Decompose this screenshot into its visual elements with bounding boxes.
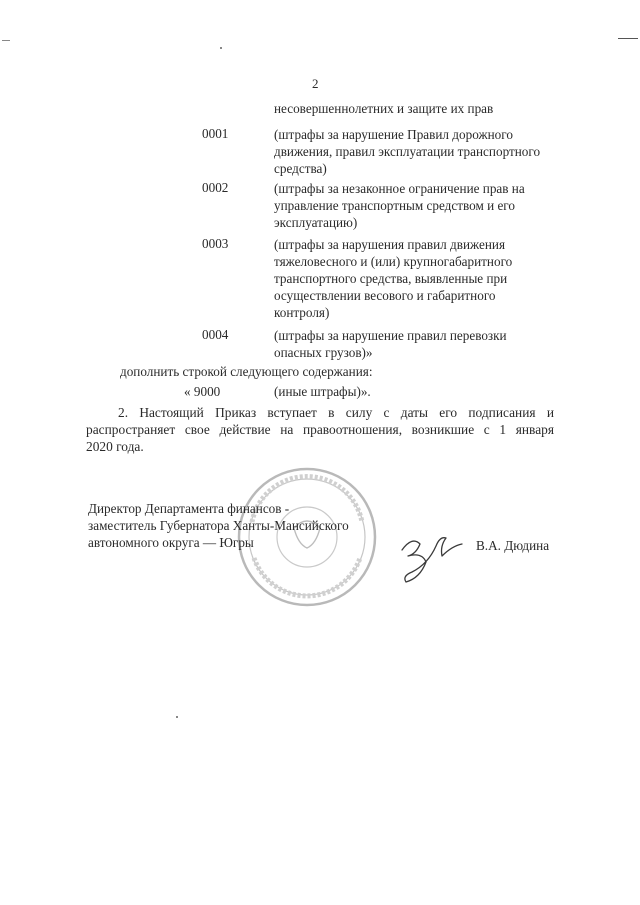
description-line: контроля) <box>274 305 330 320</box>
description-line: (штрафы за нарушение правил перевозки <box>274 328 507 343</box>
code-0003: 0003 <box>202 236 229 251</box>
paragraph-line: 2. Настоящий Приказ вступает в силу с даты его подписания и <box>118 405 554 420</box>
code-0004-description <box>274 327 584 361</box>
signer-position-line: автономного округа — Югры <box>88 535 254 550</box>
code-0001-description <box>274 126 584 177</box>
description-line: управление транспортным средством и его <box>274 198 515 213</box>
description-line: средства) <box>274 161 327 176</box>
description-line: осуществлении весового и габаритного <box>274 288 496 303</box>
description-line: (штрафы за нарушения правил движения <box>274 237 506 252</box>
scan-speck <box>2 40 10 41</box>
scan-speck <box>618 38 638 39</box>
code-9000-description: (иные штрафы)». <box>274 384 371 399</box>
intro-line: несовершеннолетних и защите их прав <box>274 101 494 116</box>
scan-speck <box>176 716 178 718</box>
description-line: тяжеловесного и (или) крупногабаритного <box>274 254 513 269</box>
code-9000: « 9000 <box>184 384 221 399</box>
code-0001: 0001 <box>202 126 229 141</box>
scan-speck <box>220 47 222 49</box>
supplement-line: дополнить строкой следующего содержания: <box>120 364 373 379</box>
description-line: эксплуатацию) <box>274 215 358 230</box>
description-line: опасных грузов)» <box>274 345 373 360</box>
signer-name: В.А. Дюдина <box>476 538 550 553</box>
description-line: (штрафы за нарушение Правил дорожного <box>274 127 513 142</box>
description-line: транспортного средства, выявленные при <box>274 271 508 286</box>
signer-position-line: Директор Департамента финансов - <box>88 501 290 516</box>
signer-position-line: заместитель Губернатора Ханты-Мансийского <box>88 518 349 533</box>
page-number: 2 <box>312 76 319 91</box>
handwritten-signature <box>394 520 464 590</box>
code-0002-description <box>274 180 584 231</box>
signature-block <box>88 500 349 551</box>
code-0004: 0004 <box>202 327 229 342</box>
paragraph-2 <box>86 404 554 455</box>
paragraph-line: распространяет свое действие на правоотношения, возникшие с 1 января <box>86 422 554 437</box>
paragraph-line: 2020 года. <box>86 439 144 454</box>
description-line: (штрафы за незаконное ограничение прав на <box>274 181 525 196</box>
description-line: движения, правил эксплуатации транспортного <box>274 144 541 159</box>
code-0002: 0002 <box>202 180 229 195</box>
code-0003-description <box>274 236 584 321</box>
